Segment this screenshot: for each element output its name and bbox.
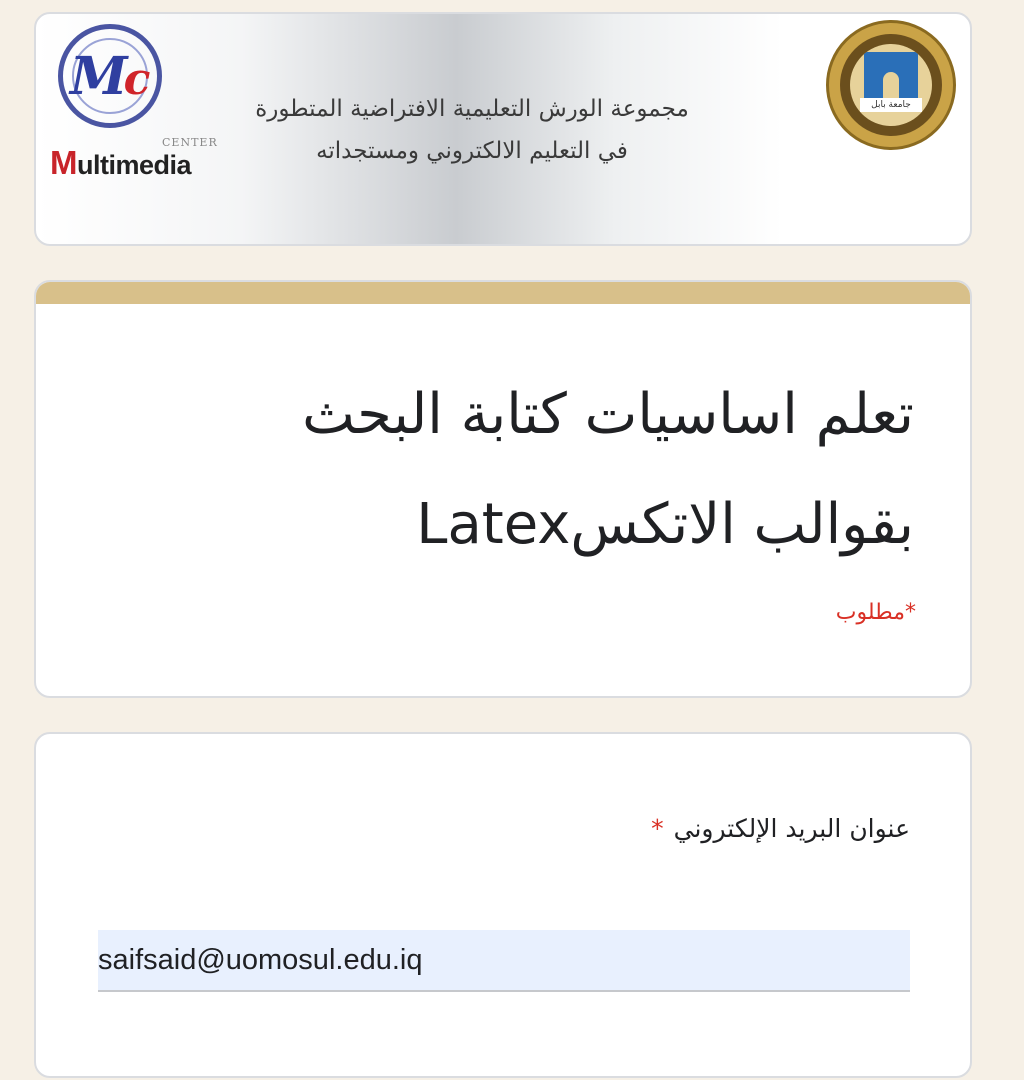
university-seal-icon xyxy=(826,20,956,150)
banner-title-line1: مجموعة الورش التعليمية الافتراضية المتطورة xyxy=(255,96,689,122)
form-title-line2: بقوالب الاتكسLatex xyxy=(416,492,914,557)
required-note: *مطلوب xyxy=(835,600,916,625)
seal-name: جامعة بابل xyxy=(860,98,922,112)
banner-title xyxy=(192,88,752,172)
mc-logo-text: Mc xyxy=(70,46,147,107)
seal-inner xyxy=(850,44,932,126)
banner-title-line2: في التعليم الالكتروني ومستجداته xyxy=(316,138,628,164)
title-accent-stripe xyxy=(36,282,970,304)
email-field[interactable] xyxy=(98,930,910,992)
header-banner xyxy=(34,12,972,246)
logo-multimedia-text: Multimedia xyxy=(50,144,192,181)
form-title xyxy=(94,360,914,580)
question-label-text: عنوان البريد الإلكتروني xyxy=(673,814,910,843)
email-question-card xyxy=(34,732,972,1078)
logo-center-text: CENTER xyxy=(162,136,218,149)
form-title-card xyxy=(34,280,972,698)
required-star: * xyxy=(651,814,664,843)
question-label xyxy=(651,814,910,843)
gate-arch-icon xyxy=(883,72,899,98)
form-title-line1: تعلم اساسيات كتابة البحث xyxy=(302,382,914,447)
